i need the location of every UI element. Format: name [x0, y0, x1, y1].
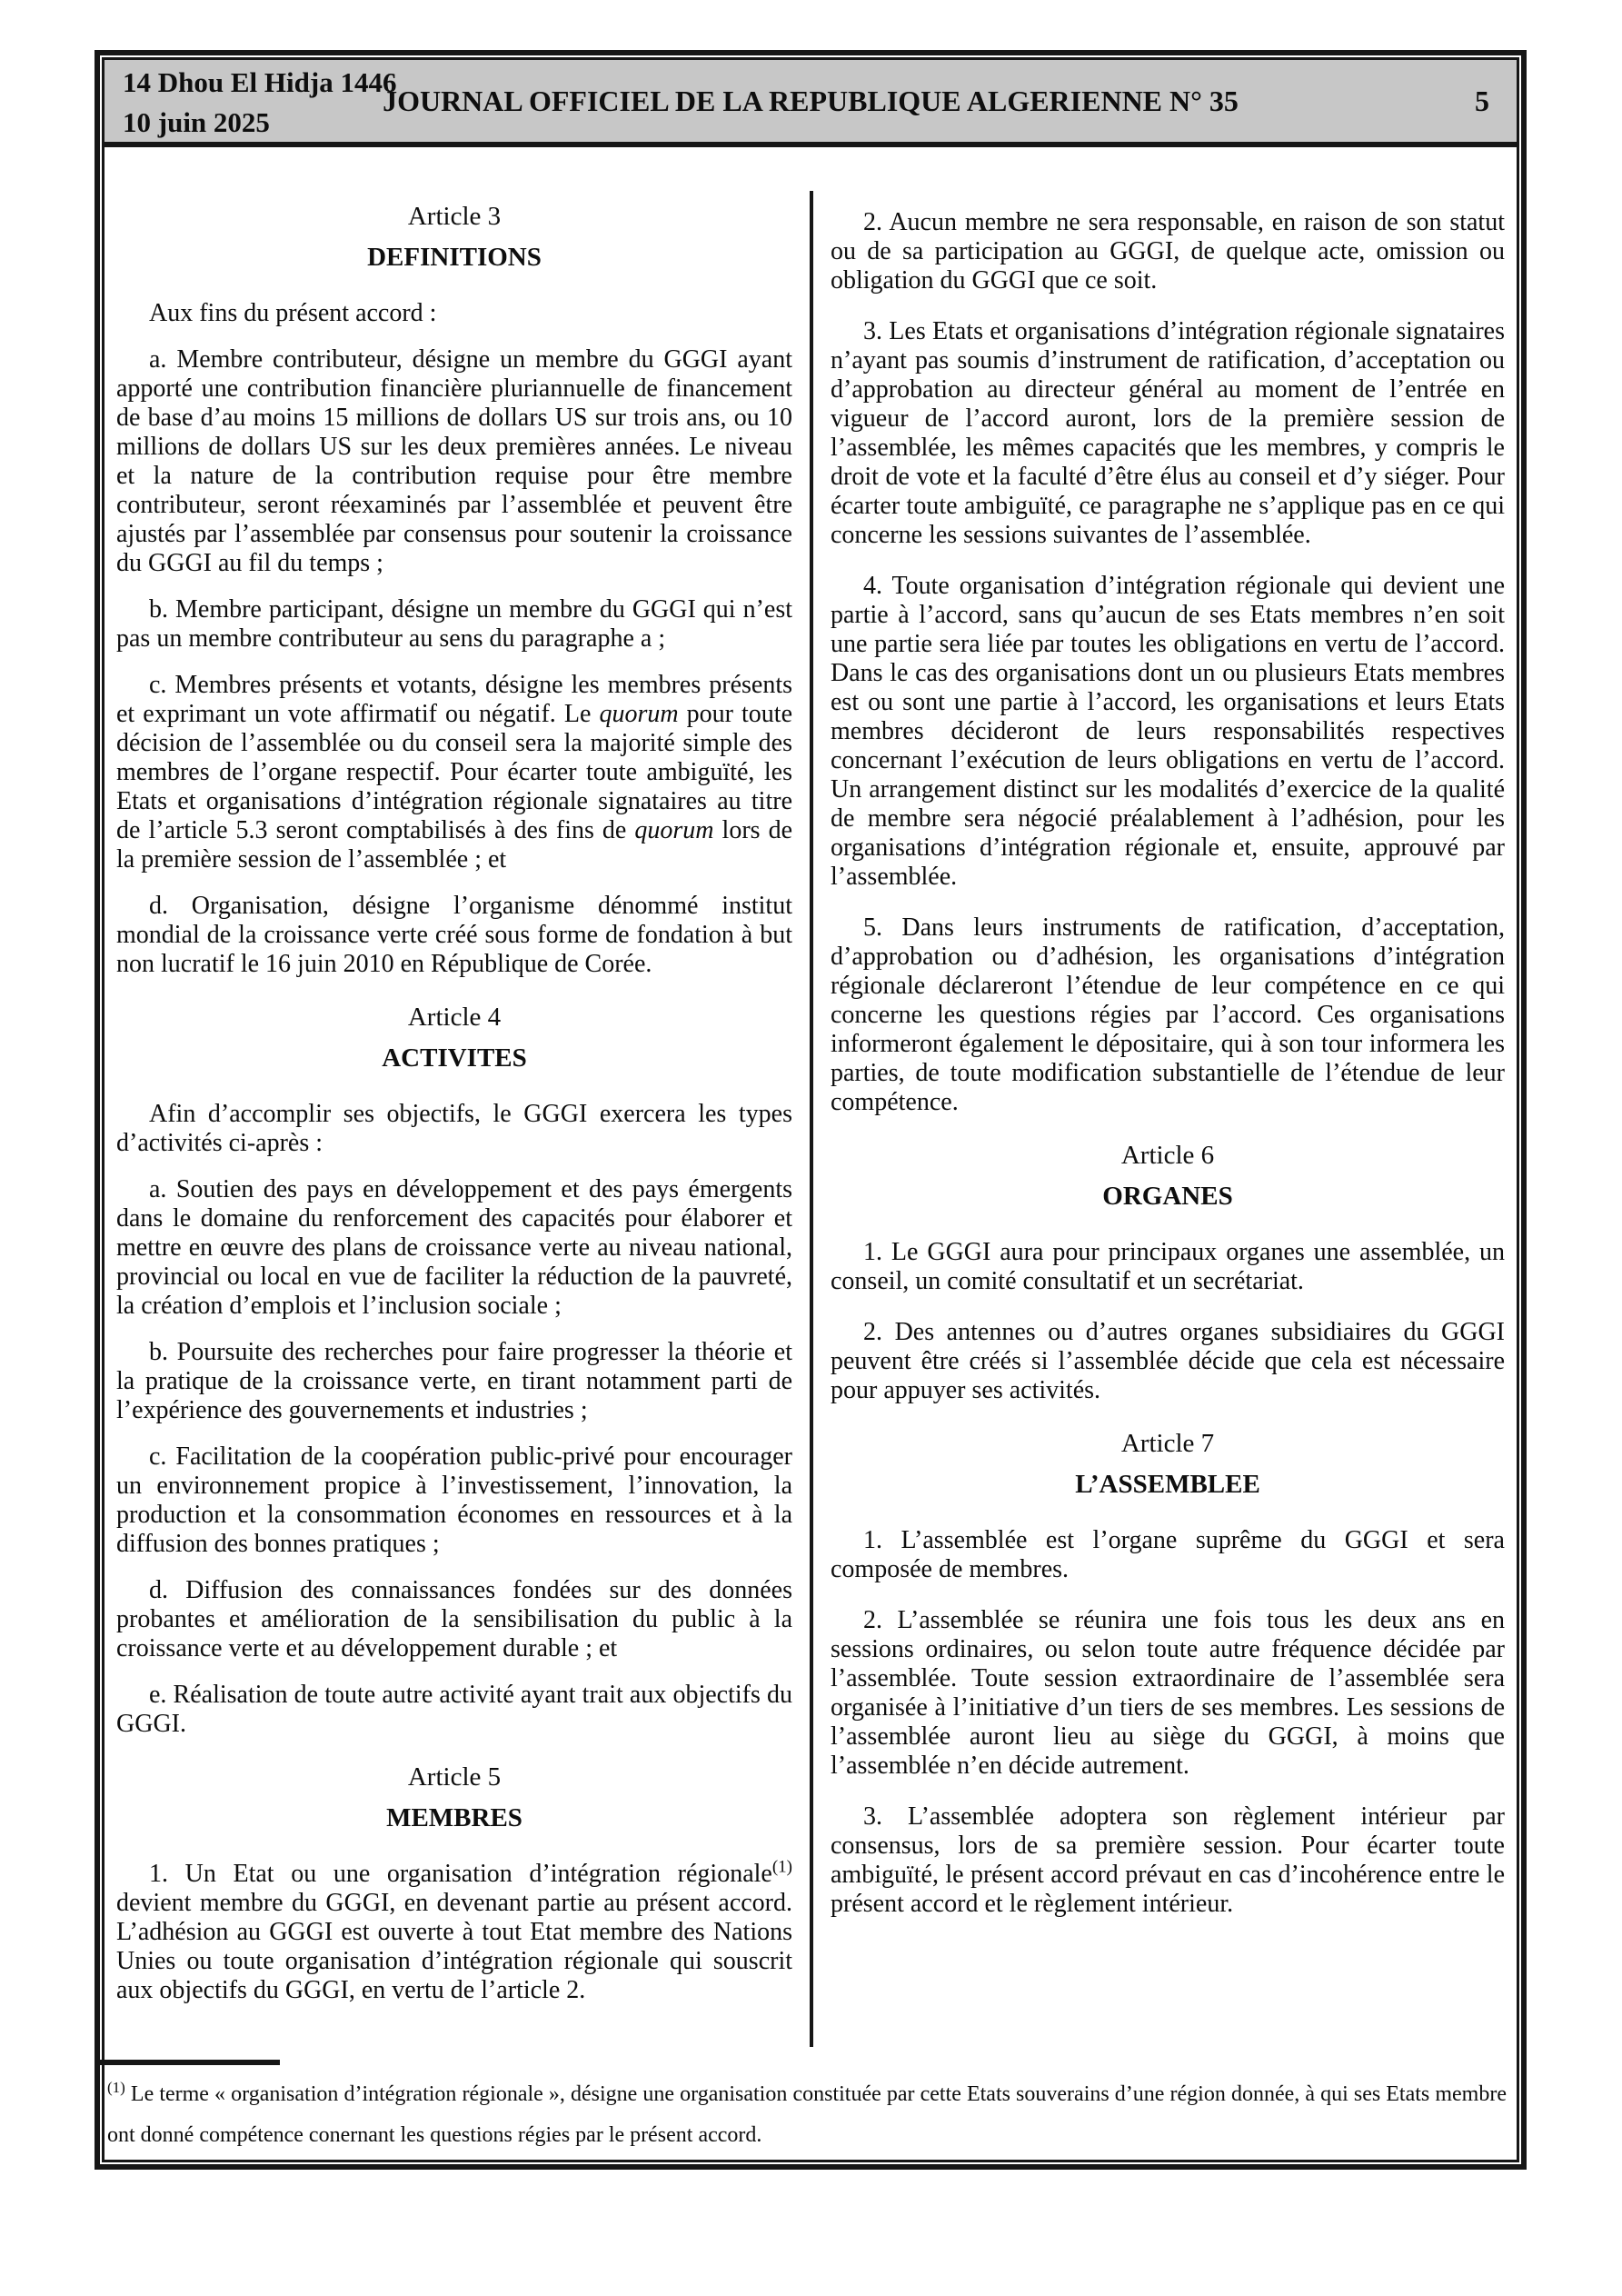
footnote [107, 2074, 1507, 2156]
text-run: 1. Un Etat ou une organisation d’intégration régionale [149, 1860, 772, 1888]
column-divider-rule [810, 191, 813, 2047]
paragraph-activity-e: e. Réalisation de toute autre activité ayant trait aux objectifs du GGGI. [116, 1681, 792, 1738]
date-hijri: 14 Dhou El Hidja 1446 [123, 66, 397, 98]
footnote-rule [100, 2060, 280, 2065]
text-run: devient membre du GGGI, en devenant partie au présent accord. L’adhésion au GGGI est ouverte à tout Etat membre des Nations Unies ou toute organisation d’intégration régionale qui souscrit aux objectifs du GGGI, en vertu de l’article 2. [116, 1889, 792, 2004]
date-gregorian: 10 juin 2025 [123, 106, 270, 138]
paragraph-activity-c: c. Facilitation de la coopération public-privé pour encourager un environnement propice à l’investissement, l’innovation, la production et la consommation économes en ressources et à la diffusion des bonnes pratiques ; [116, 1442, 792, 1558]
paragraph-activity-b: b. Poursuite des recherches pour faire progresser la théorie et la pratique de la croissance verte, en tirant notamment parti de l’expérience des gouvernements et industries ; [116, 1338, 792, 1424]
paragraph-assemblee-2: 2. L’assemblée se réunira une fois tous les deux ans en sessions ordinaires, ou selon toute autre fréquence décidée par l’assemblée. Toute session extraordinaire de l’assemblée sera organisée à l’initiative d’un tiers de ses membres. Les sessions de l’assemblée auront lieu au siège du GGGI, à moins que l’assemblée n’en décide autrement. [831, 1606, 1505, 1780]
footnote-text: Le terme « organisation d’intégration régionale », désigne une organisation constituée par cette Etats souverains d’une région donnée, à qui ses Etats membre ont donné compétence conernant les questions régies par le présent accord. [107, 2082, 1507, 2147]
page-number: 5 [1475, 84, 1489, 117]
paragraph-assemblee-3: 3. L’assemblée adoptera son règlement intérieur par consensus, lors de sa première session. Pour écarter toute ambiguïté, le présent accord prévaut en cas d’incohérence entre le présent accord et le règlement intérieur. [831, 1802, 1505, 1918]
article4-title: ACTIVITES [382, 1043, 527, 1073]
article5-title: MEMBRES [386, 1803, 522, 1832]
paragraph-members-3: 3. Les Etats et organisations d’intégration régionale signataires n’ayant pas soumis d’instrument de ratification, d’acceptation ou d’approbation au directeur général au moment de l’entrée en vigueur de l’accord auront, lors de la première session de l’assemblée, les mêmes capacités que les membres, y compris le droit de vote et la faculté d’être élus au conseil et d’y siéger. Pour écarter toute ambiguïté, ce paragraphe ne s’applique pas en ce qui concerne les sessions suivantes de l’assemblée. [831, 317, 1505, 549]
paragraph-definition-a: a. Membre contributeur, désigne un membre du GGGI ayant apporté une contribution financière pluriannuelle de financement de base d’au moins 15 millions de dollars US sur trois ans, ou 10 millions de dollars US sur les deux premières années. Le niveau et la nature de la contribution requise pour être membre contributeur, seront réexaminés par l’assemblée et peuvent être ajustés par l’assemblée par consensus pour soutenir la croissance du GGGI au fil du temps ; [116, 345, 792, 577]
paragraph-definition-d: d. Organisation, désigne l’organisme dénommé institut mondial de la croissance verte créé sous forme de fondation à but non lucratif le 16 juin 2010 en République de Corée. [116, 892, 792, 978]
paragraph-definitions-intro: Aux fins du présent accord : [149, 299, 437, 327]
paragraph-members-4: 4. Toute organisation d’intégration régionale qui devient une partie à l’accord, sans qu’aucun de ses Etats membres n’en soit une partie sera liée par toutes les obligations en vertu de l’accord. Dans le cas des organisations dont un ou plusieurs Etats membres est ou sont une partie à l’accord, les organisations et leurs Etats membres décideront de leurs responsabilités respectives concernant l’exécution de leurs obligations en vertu de l’accord. Un arrangement distinct sur les modalités d’exercice de la qualité de membre sera négocié préalablement à l’adhésion, pour les organisations d’intégration régionale et, ensuite, approuvé par l’assemblée. [831, 572, 1505, 891]
paragraph-members-2: 2. Aucun membre ne sera responsable, en raison de son statut ou de sa participation au GGGI, de quelque acte, omission ou obligation du GGGI que ce soit. [831, 208, 1505, 294]
article3-title: DEFINITIONS [367, 243, 542, 272]
italic-quorum: quorum [599, 700, 679, 728]
text-run: lors de la première session de l’assemblée ; et [116, 816, 792, 873]
paragraph-activity-a: a. Soutien des pays en développement et des pays émergents dans le domaine du renforcement des capacités pour élaborer et mettre en œuvre des plans de croissance verte au niveau national, provincial ou local en vue de faciliter la réduction de la pauvreté, la création d’emplois et l’inclusion sociale ; [116, 1175, 792, 1320]
footnote-marker: (1) [107, 2079, 125, 2096]
text-run: c. Membres présents et votants, désigne les membres présents et exprimant un vote affirmatif ou négatif. Le [116, 671, 792, 728]
article6-label: Article 6 [1120, 1141, 1215, 1170]
article6-title: ORGANES [1102, 1182, 1233, 1211]
footnote-reference: (1) [771, 1857, 792, 1877]
article7-label: Article 7 [1120, 1429, 1215, 1458]
paragraph-definition-b: b. Membre participant, désigne un membre du GGGI qui n’est pas un membre contributeur au sens du paragraphe a ; [116, 595, 792, 653]
column-right [831, 178, 1505, 1941]
paragraph-members-5: 5. Dans leurs instruments de ratification, d’acceptation, d’approbation ou d’adhésion, les organisations d’intégration régionale déclareront l’étendue de leur compétence en ce qui concerne les questions régies par l’accord. Ces organisations informeront également le dépositaire, qui à son tour informera les parties, de toute modification substantielle de l’étendue de leur compétence. [831, 913, 1505, 1116]
article5-label: Article 5 [407, 1762, 502, 1792]
column-left [116, 178, 792, 2022]
article3-label: Article 3 [407, 202, 502, 231]
paragraph-definition-c [116, 671, 792, 874]
paragraph-activities-intro: Afin d’accomplir ses objectifs, le GGGI exercera les types d’activités ci-après : [116, 1100, 792, 1157]
paragraph-organes-1: 1. Le GGGI aura pour principaux organes une assemblée, un conseil, un comité consultatif et un secrétariat. [831, 1238, 1505, 1295]
paragraph-activity-d: d. Diffusion des connaissances fondées sur des données probantes et amélioration de la sensibilisation du public à la croissance verte et au développement durable ; et [116, 1576, 792, 1662]
journal-header-band [104, 60, 1517, 147]
journal-title: JOURNAL OFFICIEL DE LA REPUBLIQUE ALGERIENNE N° 35 [383, 84, 1239, 117]
paragraph-assemblee-1: 1. L’assemblée est l’organe suprême du GGGI et sera composée de membres. [831, 1526, 1505, 1583]
article7-title: L’ASSEMBLEE [1075, 1470, 1260, 1499]
paragraph-organes-2: 2. Des antennes ou d’autres organes subsidiaires du GGGI peuvent être créés si l’assemblée décide que cela est nécessaire pour appuyer ses activités. [831, 1318, 1505, 1404]
text-run: pour toute décision de l’assemblée ou du conseil sera la majorité simple des membres de l’organe respectif. Pour écarter toute ambiguïté, les Etats et organisations d’intégration régionale signataires au titre de l’article 5.3 seront comptabilisés à des fins de [116, 700, 793, 844]
article4-label: Article 4 [407, 1003, 502, 1032]
paragraph-members-1 [116, 1857, 792, 2005]
italic-quorum: quorum [634, 816, 714, 844]
